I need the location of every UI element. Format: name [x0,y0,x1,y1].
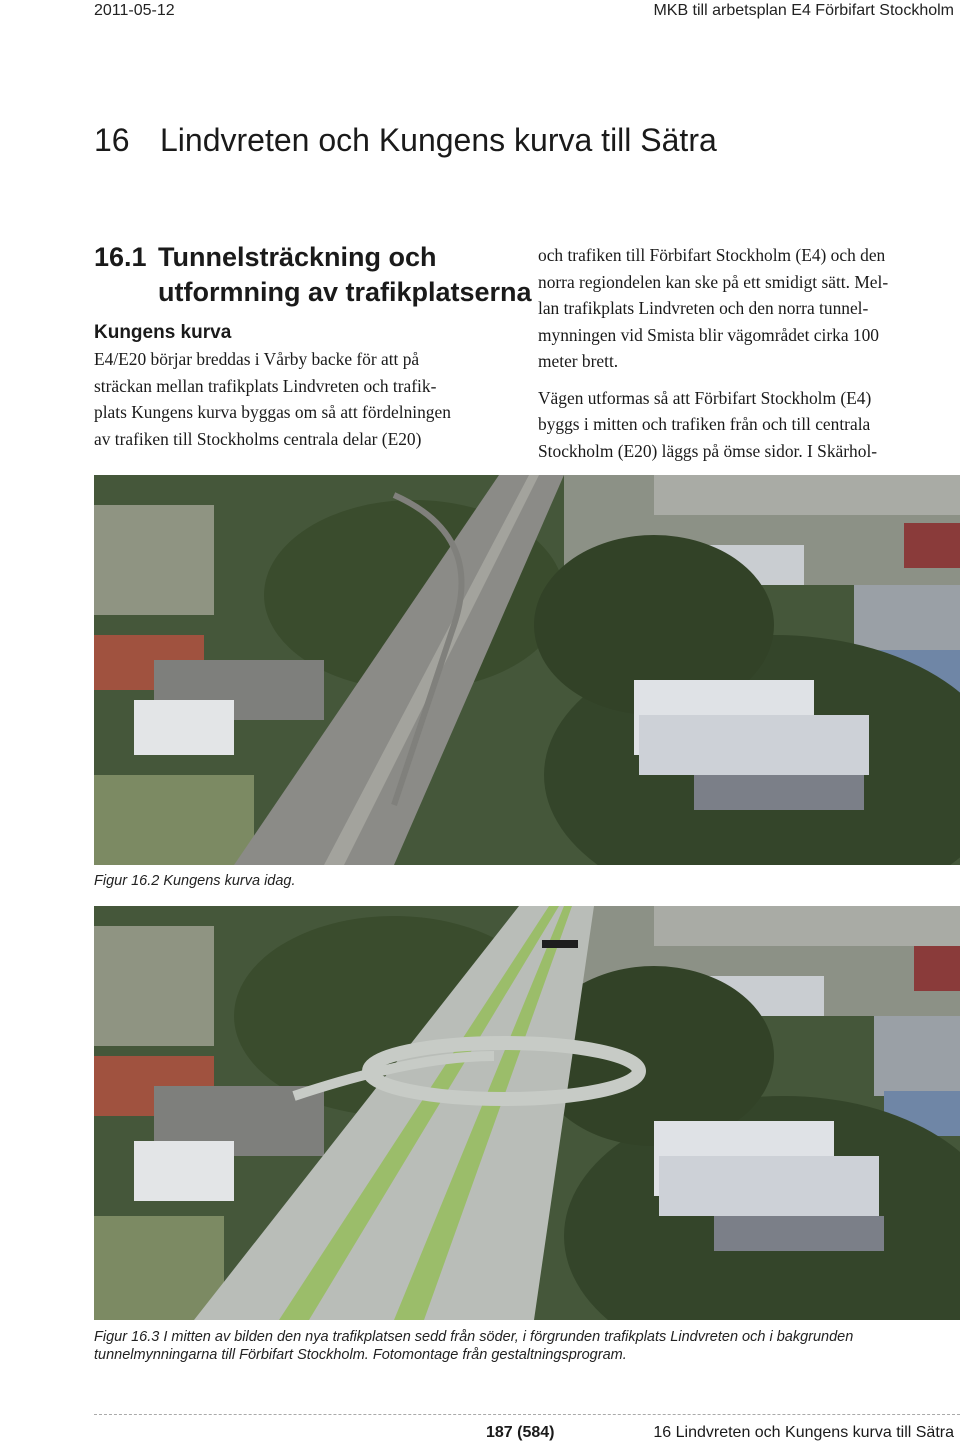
header-document-title: MKB till arbetsplan E4 Förbifart Stockholm [653,2,954,19]
text-line: norra regiondelen kan ske på ett smidigt sätt. Mel- [538,271,889,292]
chapter-number: 16 [94,122,130,158]
text-line: Stockholm (E20) läggs på ömse sidor. I Skärhol- [538,440,878,461]
section-heading [94,240,532,310]
subheading: Kungens kurva [94,322,232,343]
paragraph [538,385,888,465]
right-column-text [538,242,888,464]
section-number: 16.1 [94,242,147,272]
footer-divider [94,1414,960,1415]
chapter-title: Lindvreten och Kungens kurva till Sätra [160,122,717,158]
text-line: E4/E20 börjar breddas i Vårby backe för att på [94,349,420,369]
text-line: mynningen vid Smista blir vägområdet cirka 100 [538,324,879,345]
text-line: Vägen utformas så att Förbifart Stockholm (E4) [538,387,872,408]
figure-caption-16-3 [94,1328,954,1364]
section-title-line-2: utformning av trafikplatserna [158,277,532,307]
header-date: 2011-05-12 [94,2,175,19]
aerial-photo-today [94,475,960,865]
text-line: lan trafikplats Lindvreten och den norra tunnel- [538,298,869,318]
text-line: och trafiken till Förbifart Stockholm (E4) och den [538,245,886,265]
paragraph [538,242,888,375]
chapter-heading [94,122,717,159]
text-line: meter brett. [538,351,619,371]
section-title-line-1: Tunnelsträckning och [158,242,437,272]
text-line: byggs i mitten och trafiken från och till centrala [538,414,871,434]
text-line: av trafiken till Stockholms centrala delar (E20) [94,428,422,449]
text-line: sträckan mellan trafikplats Lindvreten och trafik- [94,375,437,396]
photomontage-new-interchange [94,906,960,1320]
caption-line: Figur 16.3 I mitten av bilden den nya trafikplatsen sedd från söder, i förgrunden trafikplats Lindvreten och i bakgrunden [94,1329,854,1345]
footer-chapter-title: 16 Lindvreten och Kungens kurva till Sätra [653,1424,954,1441]
page-number: 187 (584) [486,1424,555,1441]
caption-line: tunnelmynningarna till Förbifart Stockholm. Fotomontage från gestaltningsprogram. [94,1347,627,1363]
text-line: plats Kungens kurva byggas om så att fördelningen [94,402,451,422]
figure-caption-16-2: Figur 16.2 Kungens kurva idag. [94,873,296,889]
left-column-text [94,346,451,452]
